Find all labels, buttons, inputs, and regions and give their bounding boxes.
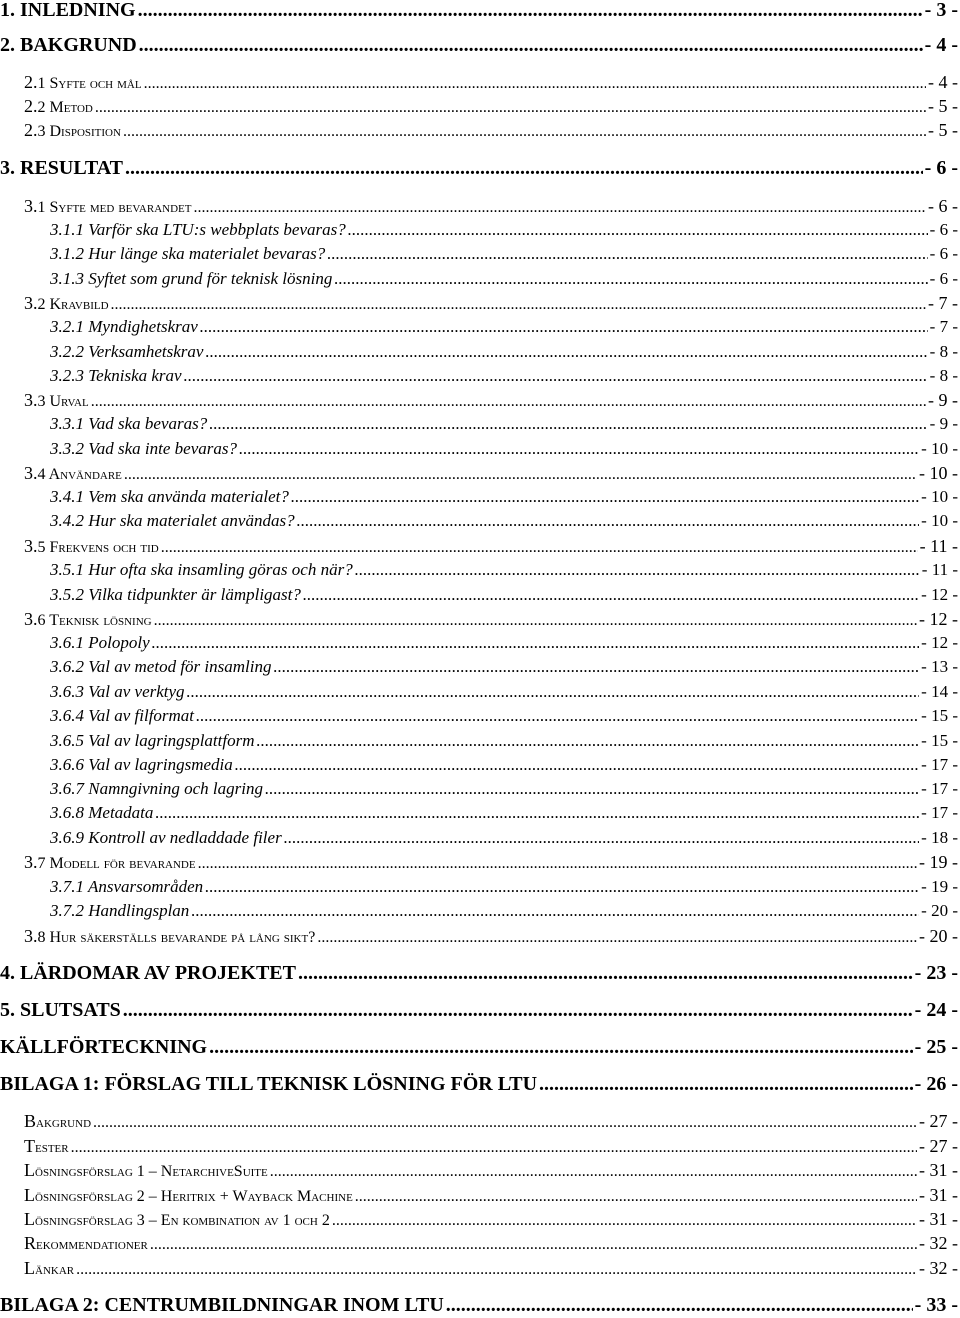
toc-entry-title: BILAGA 1: FÖRSLAG TILL TEKNISK LÖSNING FÖR LTU <box>0 1073 538 1095</box>
toc-entry-page: - 17 - <box>921 779 958 798</box>
toc-entry-title: 3.3 Urval <box>24 390 89 410</box>
toc-entry-title: Lösningsförslag 2 – Heritrix + Wayback Machine <box>24 1185 353 1205</box>
toc-entry-page: - 23 - <box>914 962 958 984</box>
toc-entry[interactable] <box>50 342 958 362</box>
dot-leader <box>76 1261 917 1279</box>
toc-entry-title: 3.6.9 Kontroll av nedladdade filer <box>50 828 282 847</box>
toc-entry[interactable] <box>50 220 958 240</box>
toc-entry-title: 3.1.3 Syftet som grund för teknisk lösning <box>50 269 333 288</box>
toc-entry[interactable] <box>50 657 958 677</box>
toc-entry-title: 3.8 Hur säkerställs bevarande på lång sikt? <box>24 926 316 946</box>
toc-entry-title: 3.6.4 Val av filformat <box>50 706 195 725</box>
toc-entry-title: 3. RESULTAT <box>0 157 124 179</box>
toc-entry-page: - 32 - <box>919 1233 958 1253</box>
toc-entry[interactable] <box>0 34 958 56</box>
dot-leader <box>209 414 927 434</box>
toc-entry[interactable] <box>0 157 958 179</box>
dot-leader <box>123 999 913 1022</box>
dot-leader <box>291 487 919 507</box>
toc-entry-page: - 11 - <box>919 536 958 556</box>
toc-entry-title: 2.3 Disposition <box>24 120 121 140</box>
toc-entry[interactable] <box>0 1294 958 1316</box>
toc-entry-page: - 20 - <box>919 926 958 946</box>
toc-entry-page: - 31 - <box>919 1185 958 1205</box>
toc-entry-page: - 15 - <box>921 731 958 750</box>
toc-entry[interactable] <box>50 585 958 605</box>
toc-entry-title: 3.6.8 Metadata <box>50 803 154 822</box>
toc-entry-page: - 26 - <box>914 1073 958 1095</box>
toc-entry[interactable] <box>0 1036 958 1058</box>
toc-entry-title: 3.1 Syfte med bevarandet <box>24 196 192 216</box>
toc-entry[interactable] <box>50 560 958 580</box>
toc-entry[interactable] <box>24 1233 958 1253</box>
dot-leader <box>270 1163 917 1181</box>
dot-leader <box>539 1073 913 1096</box>
dot-leader <box>303 585 919 605</box>
dot-leader <box>355 560 920 580</box>
toc-entry[interactable] <box>50 706 958 726</box>
dot-leader <box>284 828 919 848</box>
toc-entry[interactable] <box>50 269 958 289</box>
dot-leader <box>123 123 926 141</box>
toc-entry[interactable] <box>50 244 958 264</box>
toc-entry[interactable] <box>24 96 958 116</box>
toc-entry[interactable] <box>50 755 958 775</box>
dot-leader <box>334 269 927 289</box>
toc-entry-title: 2. BAKGRUND <box>0 34 137 56</box>
toc-entry-title: 3.4.1 Vem ska använda materialet? <box>50 487 289 506</box>
toc-entry-title: 3.6.5 Val av lagringsplattform <box>50 731 255 750</box>
toc-entry-title: 3.4.2 Hur ska materialet användas? <box>50 511 295 530</box>
toc-entry-title: 3.6.7 Namngivning och lagring <box>50 779 263 798</box>
toc-entry-page: - 11 - <box>921 560 958 579</box>
toc-entry-title: 5. SLUTSATS <box>0 999 121 1021</box>
toc-entry-title: 4. LÄRDOMAR AV PROJEKTET <box>0 962 296 984</box>
toc-entry-title: Länkar <box>24 1258 75 1278</box>
dot-leader <box>71 1139 917 1157</box>
toc-entry-title: 2.1 Syfte och mål <box>24 72 142 92</box>
dot-leader <box>198 855 917 873</box>
toc-entry[interactable] <box>50 803 958 823</box>
toc-entry[interactable] <box>50 731 958 751</box>
toc-entry-page: - 10 - <box>921 439 958 458</box>
toc-entry[interactable] <box>24 120 958 140</box>
toc-entry-title: 3.5.2 Vilka tidpunkter är lämpligast? <box>50 585 301 604</box>
toc-entry-title: 3.2.2 Verksamhetskrav <box>50 342 204 361</box>
toc-entry-page: - 10 - <box>919 463 958 483</box>
toc-entry[interactable] <box>50 633 958 653</box>
toc-entry[interactable] <box>24 1111 958 1131</box>
toc-entry[interactable] <box>24 609 958 629</box>
toc-entry-title: 3.3.2 Vad ska inte bevaras? <box>50 439 237 458</box>
toc-entry-page: - 5 - <box>928 96 958 116</box>
toc-entry[interactable] <box>50 901 958 921</box>
toc-entry-page: - 20 - <box>921 901 958 920</box>
toc-entry[interactable] <box>50 828 958 848</box>
toc-entry[interactable] <box>24 196 958 216</box>
toc-entry[interactable] <box>24 536 958 556</box>
dot-leader <box>348 220 928 240</box>
toc-entry-page: - 10 - <box>921 487 958 506</box>
dot-leader <box>155 803 919 823</box>
dot-leader <box>297 511 920 531</box>
dot-leader <box>273 657 919 677</box>
toc-entry[interactable] <box>24 390 958 410</box>
dot-leader <box>184 366 928 386</box>
dot-leader <box>138 0 923 22</box>
toc-entry[interactable] <box>24 293 958 313</box>
toc-entry[interactable] <box>50 877 958 897</box>
toc-entry-title: 3.2 Kravbild <box>24 293 109 313</box>
toc-entry-page: - 4 - <box>924 34 958 56</box>
toc-entry-title: 3.2.1 Myndighetskrav <box>50 317 198 336</box>
toc-entry-page: - 8 - <box>929 366 958 385</box>
toc-entry-page: - 17 - <box>921 803 958 822</box>
toc-entry-title: 3.6 Teknisk lösning <box>24 609 152 629</box>
toc-entry-title: Bakgrund <box>24 1111 92 1131</box>
dot-leader <box>193 199 926 217</box>
toc-entry[interactable] <box>50 511 958 531</box>
toc-entry[interactable] <box>50 779 958 799</box>
toc-entry-page: - 7 - <box>928 293 958 313</box>
dot-leader <box>317 929 917 947</box>
toc-entry-page: - 12 - <box>921 585 958 604</box>
toc-entry[interactable] <box>24 1136 958 1156</box>
toc-entry-title: 3.2.3 Tekniska krav <box>50 366 182 385</box>
toc-entry-title: Tester <box>24 1136 69 1156</box>
toc-entry[interactable] <box>50 487 958 507</box>
dot-leader <box>124 466 917 484</box>
toc-entry-page: - 13 - <box>921 657 958 676</box>
toc-entry-title: 3.1.2 Hur länge ska materialet bevaras? <box>50 244 326 263</box>
toc-entry[interactable] <box>24 1209 958 1229</box>
toc-entry-page: - 19 - <box>919 852 958 872</box>
toc-entry-page: - 5 - <box>928 120 958 140</box>
dot-leader <box>111 296 926 314</box>
dot-leader <box>154 612 917 630</box>
dot-leader <box>144 75 926 93</box>
toc-entry-page: - 6 - <box>929 244 958 263</box>
toc-entry[interactable] <box>50 317 958 337</box>
dot-leader <box>205 877 919 897</box>
toc-entry-page: - 17 - <box>921 755 958 774</box>
toc-entry-page: - 7 - <box>929 317 958 336</box>
toc-entry-page: - 6 - <box>929 220 958 239</box>
toc-entry[interactable] <box>0 999 958 1021</box>
dot-leader <box>327 244 927 264</box>
toc-entry-title: BILAGA 2: CENTRUMBILDNINGAR INOM LTU <box>0 1294 444 1316</box>
toc-entry-title: 2.2 Metod <box>24 96 93 116</box>
toc-entry-title: 3.6.3 Val av verktyg <box>50 682 185 701</box>
dot-leader <box>91 393 926 411</box>
toc-entry[interactable] <box>24 926 958 946</box>
toc-entry[interactable] <box>24 72 958 92</box>
toc-entry-page: - 27 - <box>919 1136 958 1156</box>
dot-leader <box>200 317 928 337</box>
toc-entry-title: 3.7.1 Ansvarsområden <box>50 877 204 896</box>
toc-entry-page: - 15 - <box>921 706 958 725</box>
dot-leader <box>235 755 919 775</box>
toc-entry-title: 3.5 Frekvens och tid <box>24 536 159 556</box>
toc-entry-page: - 27 - <box>919 1111 958 1131</box>
toc-entry-page: - 8 - <box>929 342 958 361</box>
dot-leader <box>239 439 919 459</box>
toc-entry-title: 3.3.1 Vad ska bevaras? <box>50 414 208 433</box>
toc-entry-title: Lösningsförslag 3 – En kombination av 1 och 2 <box>24 1209 330 1229</box>
dot-leader <box>196 706 919 726</box>
toc-entry-page: - 24 - <box>914 999 958 1021</box>
toc-entry[interactable] <box>50 414 958 434</box>
toc-entry-title: Lösningsförslag 1 – NetarchiveSuite <box>24 1160 268 1180</box>
toc-entry[interactable] <box>0 1073 958 1095</box>
toc-entry-page: - 33 - <box>914 1294 958 1316</box>
toc-entry[interactable] <box>0 0 958 21</box>
toc-entry-page: - 3 - <box>924 0 958 21</box>
toc-entry-page: - 12 - <box>921 633 958 652</box>
dot-leader <box>161 539 918 557</box>
toc-entry-title: 1. INLEDNING <box>0 0 136 21</box>
dot-leader <box>150 1236 917 1254</box>
toc-entry[interactable] <box>50 439 958 459</box>
dot-leader <box>298 962 913 985</box>
toc-entry-page: - 25 - <box>914 1036 958 1058</box>
toc-entry-page: - 18 - <box>921 828 958 847</box>
toc-entry[interactable] <box>24 852 958 872</box>
toc-entry-title: 3.6.1 Polopoly <box>50 633 150 652</box>
toc-entry[interactable] <box>0 962 958 984</box>
toc-entry-title: 3.7 Modell för bevarande <box>24 852 196 872</box>
dot-leader <box>332 1212 917 1230</box>
toc-entry-page: - 6 - <box>928 196 958 216</box>
toc-entry[interactable] <box>24 1258 958 1278</box>
toc-entry-page: - 31 - <box>919 1160 958 1180</box>
dot-leader <box>205 342 927 362</box>
toc-entry-page: - 31 - <box>919 1209 958 1229</box>
toc-entry-page: - 14 - <box>921 682 958 701</box>
toc-entry[interactable] <box>24 463 958 483</box>
toc-entry-page: - 6 - <box>929 269 958 288</box>
dot-leader <box>187 682 920 702</box>
toc-entry-title: 3.6.2 Val av metod för insamling <box>50 657 272 676</box>
toc-entry[interactable] <box>50 366 958 386</box>
toc-entry-page: - 19 - <box>921 877 958 896</box>
toc-entry[interactable] <box>50 682 958 702</box>
toc-entry-title: Rekommendationer <box>24 1233 148 1253</box>
toc-entry-title: 3.1.1 Varför ska LTU:s webbplats bevaras? <box>50 220 346 239</box>
dot-leader <box>125 157 923 180</box>
toc-entry[interactable] <box>24 1160 958 1180</box>
dot-leader <box>265 779 919 799</box>
toc-entry-title: 3.6.6 Val av lagringsmedia <box>50 755 233 774</box>
dot-leader <box>256 731 919 751</box>
dot-leader <box>152 633 920 653</box>
toc-entry-page: - 10 - <box>921 511 958 530</box>
toc-entry-title: 3.5.1 Hur ofta ska insamling göras och när? <box>50 560 353 579</box>
dot-leader <box>95 99 926 117</box>
dot-leader <box>139 34 923 57</box>
toc-entry-title: 3.7.2 Handlingsplan <box>50 901 190 920</box>
toc-entry-page: - 9 - <box>929 414 958 433</box>
dot-leader <box>446 1294 913 1317</box>
toc-entry-page: - 9 - <box>928 390 958 410</box>
toc-entry-page: - 32 - <box>919 1258 958 1278</box>
toc-entry-title: KÄLLFÖRTECKNING <box>0 1036 208 1058</box>
toc-entry[interactable] <box>24 1185 958 1205</box>
toc-entry-page: - 6 - <box>924 157 958 179</box>
toc-entry-title: 3.4 Användare <box>24 463 122 483</box>
dot-leader <box>191 901 919 921</box>
dot-leader <box>355 1188 917 1206</box>
toc-entry-page: - 4 - <box>928 72 958 92</box>
toc-entry-page: - 12 - <box>919 609 958 629</box>
dot-leader <box>209 1036 913 1059</box>
dot-leader <box>93 1114 917 1132</box>
